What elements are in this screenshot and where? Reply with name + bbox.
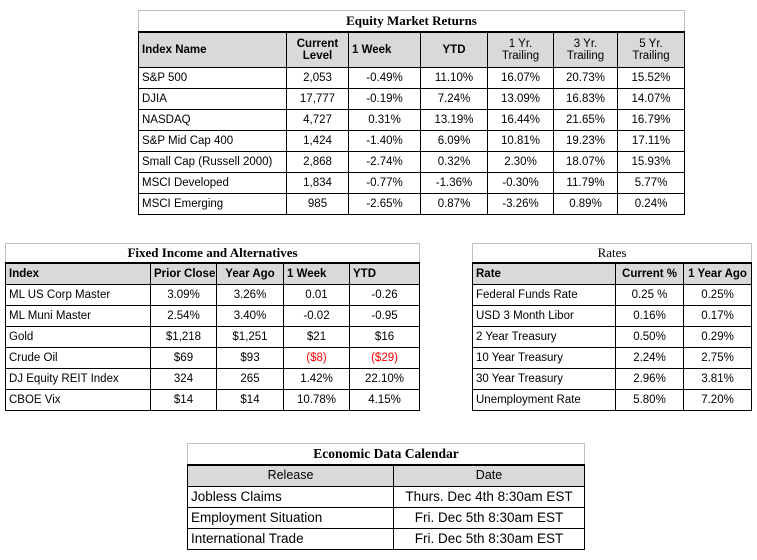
cell-value: $69 xyxy=(151,348,217,369)
table-row xyxy=(139,173,685,194)
cell-value: 15.52% xyxy=(618,68,685,89)
table-row xyxy=(473,327,752,348)
table-row xyxy=(139,194,685,215)
header-index: Index xyxy=(6,263,151,285)
cell-value: 265 xyxy=(217,369,284,390)
cell-value: -0.19% xyxy=(349,89,421,110)
cell-value: 16.83% xyxy=(554,89,618,110)
row-label: Jobless Claims xyxy=(188,487,394,508)
table-row xyxy=(188,508,585,529)
cell-value: 11.79% xyxy=(554,173,618,194)
cell-value: 0.29% xyxy=(684,327,752,348)
fixed-income-title: Fixed Income and Alternatives xyxy=(6,244,420,264)
row-label: 2 Year Treasury xyxy=(473,327,616,348)
table-row xyxy=(188,529,585,550)
cell-value: 0.87% xyxy=(421,194,488,215)
row-label: MSCI Developed xyxy=(139,173,287,194)
cell-value: 16.79% xyxy=(618,110,685,131)
cell-value: -1.40% xyxy=(349,131,421,152)
table-row xyxy=(6,327,420,348)
cell-value: 2.24% xyxy=(616,348,684,369)
row-label: 10 Year Treasury xyxy=(473,348,616,369)
table-row xyxy=(6,369,420,390)
header-3yr-trailing: 3 Yr. Trailing xyxy=(554,32,618,68)
cell-value: -0.26 xyxy=(350,285,420,306)
header-1yr-trailing: 1 Yr. Trailing xyxy=(488,32,554,68)
cell-value: Fri. Dec 5th 8:30am EST xyxy=(394,529,585,550)
row-label: DJIA xyxy=(139,89,287,110)
header-current-level: Current Level xyxy=(287,32,349,68)
cell-value: 0.25% xyxy=(684,285,752,306)
table-row xyxy=(139,131,685,152)
cell-value: 0.31% xyxy=(349,110,421,131)
cell-value: 22.10% xyxy=(350,369,420,390)
rates-title: Rates xyxy=(473,244,752,264)
header-1-week: 1 Week xyxy=(349,32,421,68)
table-row xyxy=(473,369,752,390)
table-row xyxy=(139,110,685,131)
cell-value: 5.80% xyxy=(616,390,684,411)
row-label: ML US Corp Master xyxy=(6,285,151,306)
cell-value: 20.73% xyxy=(554,68,618,89)
header-release: Release xyxy=(188,465,394,487)
row-label: S&P 500 xyxy=(139,68,287,89)
table-row xyxy=(139,68,685,89)
cell-value: $16 xyxy=(350,327,420,348)
table-row xyxy=(139,89,685,110)
cell-value: 11.10% xyxy=(421,68,488,89)
cell-value: $14 xyxy=(217,390,284,411)
table-row xyxy=(188,487,585,508)
table-row xyxy=(473,306,752,327)
cell-value: 7.24% xyxy=(421,89,488,110)
table-row xyxy=(139,152,685,173)
cell-value: -0.02 xyxy=(284,306,350,327)
cell-value: 3.40% xyxy=(217,306,284,327)
cell-value: 18.07% xyxy=(554,152,618,173)
header-date: Date xyxy=(394,465,585,487)
header-1-year-ago: 1 Year Ago xyxy=(684,263,752,285)
header-ytd: YTD xyxy=(421,32,488,68)
cell-value: 19.23% xyxy=(554,131,618,152)
row-label: CBOE Vix xyxy=(6,390,151,411)
cell-value: $14 xyxy=(151,390,217,411)
cell-value: -0.49% xyxy=(349,68,421,89)
row-label: Federal Funds Rate xyxy=(473,285,616,306)
cell-value: 14.07% xyxy=(618,89,685,110)
row-label: Unemployment Rate xyxy=(473,390,616,411)
cell-value: 2.96% xyxy=(616,369,684,390)
cell-value: 3.09% xyxy=(151,285,217,306)
header-prior-close: Prior Close xyxy=(151,263,217,285)
cell-value: 13.09% xyxy=(488,89,554,110)
cell-value: ($29) xyxy=(350,348,420,369)
cell-value: $93 xyxy=(217,348,284,369)
cell-value: 4,727 xyxy=(287,110,349,131)
cell-value: 17,777 xyxy=(287,89,349,110)
cell-value: 17.11% xyxy=(618,131,685,152)
cell-value: -0.30% xyxy=(488,173,554,194)
cell-value: ($8) xyxy=(284,348,350,369)
cell-value: 0.24% xyxy=(618,194,685,215)
cell-value: 15.93% xyxy=(618,152,685,173)
cell-value: -3.26% xyxy=(488,194,554,215)
cell-value: 1.42% xyxy=(284,369,350,390)
cell-value: Thurs. Dec 4th 8:30am EST xyxy=(394,487,585,508)
cell-value: Fri. Dec 5th 8:30am EST xyxy=(394,508,585,529)
cell-value: -2.74% xyxy=(349,152,421,173)
cell-value: 21.65% xyxy=(554,110,618,131)
cell-value: 2,053 xyxy=(287,68,349,89)
header-index-name: Index Name xyxy=(139,32,287,68)
row-label: NASDAQ xyxy=(139,110,287,131)
calendar-title: Economic Data Calendar xyxy=(188,444,585,466)
table-row xyxy=(6,348,420,369)
cell-value: -0.95 xyxy=(350,306,420,327)
cell-value: 985 xyxy=(287,194,349,215)
table-row xyxy=(6,390,420,411)
header-year-ago: Year Ago xyxy=(217,263,284,285)
row-label: Small Cap (Russell 2000) xyxy=(139,152,287,173)
header-ytd: YTD xyxy=(350,263,420,285)
cell-value: 0.16% xyxy=(616,306,684,327)
equity-table-title: Equity Market Returns xyxy=(139,11,685,33)
cell-value: 6.09% xyxy=(421,131,488,152)
cell-value: 0.50% xyxy=(616,327,684,348)
cell-value: -0.77% xyxy=(349,173,421,194)
row-label: International Trade xyxy=(188,529,394,550)
table-row xyxy=(473,285,752,306)
header-rate: Rate xyxy=(473,263,616,285)
cell-value: 13.19% xyxy=(421,110,488,131)
cell-value: 2,868 xyxy=(287,152,349,173)
table-row xyxy=(473,348,752,369)
cell-value: 0.17% xyxy=(684,306,752,327)
cell-value: $1,218 xyxy=(151,327,217,348)
cell-value: 0.32% xyxy=(421,152,488,173)
cell-value: 2.54% xyxy=(151,306,217,327)
header-1-week: 1 Week xyxy=(284,263,350,285)
economic-calendar-table xyxy=(187,443,585,550)
table-row xyxy=(473,390,752,411)
cell-value: 2.75% xyxy=(684,348,752,369)
cell-value: 0.01 xyxy=(284,285,350,306)
cell-value: 324 xyxy=(151,369,217,390)
cell-value: -1.36% xyxy=(421,173,488,194)
row-label: MSCI Emerging xyxy=(139,194,287,215)
cell-value: 0.89% xyxy=(554,194,618,215)
row-label: USD 3 Month Libor xyxy=(473,306,616,327)
cell-value: $21 xyxy=(284,327,350,348)
table-row xyxy=(6,285,420,306)
row-label: Employment Situation xyxy=(188,508,394,529)
header-5yr-trailing: 5 Yr. Trailing xyxy=(618,32,685,68)
table-row xyxy=(6,306,420,327)
row-label: DJ Equity REIT Index xyxy=(6,369,151,390)
cell-value: 10.78% xyxy=(284,390,350,411)
cell-value: -2.65% xyxy=(349,194,421,215)
cell-value: 5.77% xyxy=(618,173,685,194)
cell-value: 4.15% xyxy=(350,390,420,411)
cell-value: 16.44% xyxy=(488,110,554,131)
cell-value: $1,251 xyxy=(217,327,284,348)
cell-value: 1,424 xyxy=(287,131,349,152)
equity-market-returns-table xyxy=(138,10,685,215)
row-label: Gold xyxy=(6,327,151,348)
cell-value: 7.20% xyxy=(684,390,752,411)
row-label: S&P Mid Cap 400 xyxy=(139,131,287,152)
cell-value: 16.07% xyxy=(488,68,554,89)
cell-value: 3.81% xyxy=(684,369,752,390)
row-label: ML Muni Master xyxy=(6,306,151,327)
row-label: 30 Year Treasury xyxy=(473,369,616,390)
fixed-income-table xyxy=(5,243,420,411)
cell-value: 2.30% xyxy=(488,152,554,173)
row-label: Crude Oil xyxy=(6,348,151,369)
header-current-pct: Current % xyxy=(616,263,684,285)
cell-value: 1,834 xyxy=(287,173,349,194)
rates-table xyxy=(472,243,752,411)
cell-value: 3.26% xyxy=(217,285,284,306)
cell-value: 0.25 % xyxy=(616,285,684,306)
cell-value: 10.81% xyxy=(488,131,554,152)
